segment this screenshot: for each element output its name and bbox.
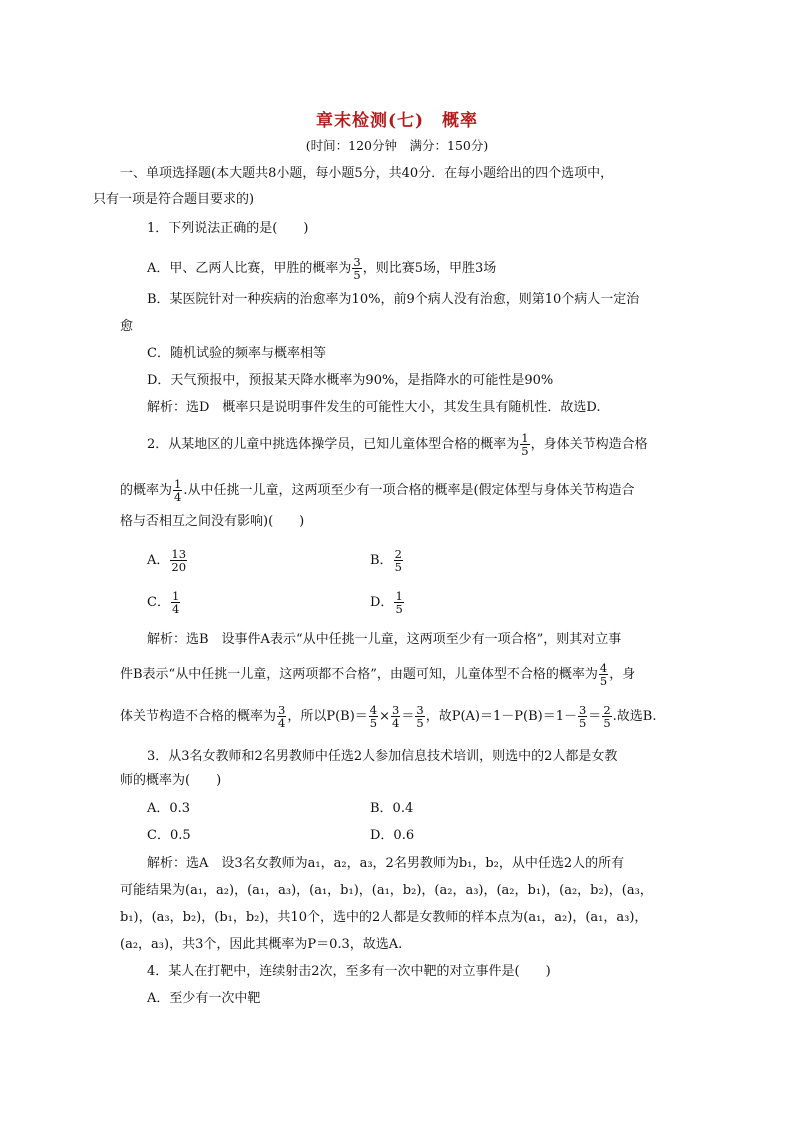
- q2-solution-line3: [120, 704, 656, 729]
- q3-stem-line2: 师的概率为( ): [120, 773, 222, 788]
- q2-sol-text: 体关节构造不合格的概率为: [120, 709, 277, 724]
- q3-solution-line1: 解析：选A 设3名女教师为a₁，a₂，a₃，2名男教师为b₁，b₂，从中任选2人的所有: [147, 856, 625, 871]
- page-title: 章末检测(七) 概率: [315, 111, 479, 131]
- q4-stem: 4．某人在打靶中，连续射击2次，至多有一次中靶的对立事件是( ): [147, 964, 551, 979]
- q1-option-b-line1: B．某医院针对一种疾病的治愈率为10%，前9个病人没有治愈，则第10个病人一定治: [147, 292, 640, 307]
- q2-solution-line1: 解析：选B 设事件A表示“从中任挑一儿童，这两项至少有一项合格”，则其对立事: [147, 632, 622, 647]
- q3-stem-line1: 3．从3名女教师和2名男教师中任选2人参加信息技术培训，则选中的2人都是女教: [147, 749, 618, 764]
- fraction: $\frac{13}{20}$: [171, 547, 187, 574]
- q1-option-d: D．天气预报中，预报某天降水概率为90%，是指降水的可能性是90%: [147, 373, 554, 388]
- q1-stem: 1．下列说法正确的是( ): [147, 221, 309, 236]
- q1-option-a-text-end: ，则比赛5场，甲胜3场: [362, 261, 497, 276]
- q3-solution-line4: (a₂，a₃)，共3个，因此其概率为P＝0.3，故选A.: [120, 937, 403, 952]
- q2-sol-text: ，故P(A)＝1－P(B)＝1－: [425, 709, 577, 724]
- q2-stem-line1: [147, 432, 648, 457]
- q3-option-c: C．0.5: [147, 828, 191, 843]
- q2-option-c: [147, 590, 181, 615]
- fraction: $\frac{2}{5}$: [603, 703, 611, 730]
- q3-solution-line2: 可能结果为(a₁，a₂)，(a₁，a₃)，(a₁，b₁)，(a₁，b₂)，(a₂，a₃)，(a₂，b₁)，(a₂，b₂)，(a₃，: [120, 883, 653, 898]
- q2-solution-line2: [120, 662, 635, 687]
- fraction: $\frac{1}{5}$: [395, 589, 403, 616]
- q1-option-a-text: A．甲、乙两人比赛，甲胜的概率为: [147, 261, 352, 276]
- q2-option-a: [147, 548, 188, 573]
- fraction: $\frac{3}{5}$: [416, 703, 424, 730]
- option-label: A．: [147, 553, 170, 568]
- q4-option-a: A．至少有一次中靶: [147, 991, 261, 1006]
- q2-option-d: [370, 590, 405, 615]
- option-label: C．: [147, 595, 170, 610]
- q3-option-a: A．0.3: [147, 801, 191, 816]
- section-heading-line1: 一、单项选择题(本大题共8小题，每小题5分，共40分．在每小题给出的四个选项中，: [120, 166, 614, 181]
- fraction: $\frac{1}{5}$: [521, 431, 529, 458]
- fraction: $\frac{1}{4}$: [174, 477, 182, 504]
- q2-text: .从中任挑一儿童，这两项至少有一项合格的概率是(假定体型与身体关节构造合: [183, 483, 635, 498]
- option-label: D．: [370, 595, 394, 610]
- q2-sol-text: 件B表示“从中任挑一儿童，这两项都不合格”，由题可知，儿童体型不合格的概率为: [120, 667, 598, 682]
- fraction: $\frac{3}{5}$: [578, 703, 587, 730]
- q2-sol-text: ，身: [609, 667, 636, 682]
- q2-text: 的概率为: [120, 483, 173, 498]
- q2-text: 2．从某地区的儿童中挑选体操学员，已知儿童体型合格的概率为: [147, 437, 520, 452]
- q1-option-b-line2: 愈: [120, 319, 134, 334]
- q2-stem-line2: [120, 478, 635, 503]
- fraction: $\frac{3}{5}$: [353, 255, 361, 282]
- q2-sol-text: ×: [379, 709, 391, 724]
- fraction: $\frac{2}{5}$: [394, 547, 402, 574]
- fraction: $\frac{4}{5}$: [599, 661, 608, 688]
- q2-option-b: [370, 548, 404, 573]
- q2-sol-text: .故选B.: [612, 709, 657, 724]
- fraction: $\frac{4}{5}$: [369, 703, 378, 730]
- fraction: $\frac{3}{4}$: [278, 703, 286, 730]
- q1-solution: 解析：选D 概率只是说明事件发生的可能性大小，其发生具有随机性．故选D.: [147, 400, 601, 415]
- fraction: $\frac{1}{4}$: [171, 589, 180, 616]
- q3-solution-line3: b₁)，(a₃，b₂)，(b₁，b₂)，共10个，选中的2人都是女教师的样本点为(a₁，a₂)，(a₁，a₃)，: [120, 910, 648, 925]
- q2-sol-text: ，所以P(B)＝: [287, 709, 368, 724]
- q2-sol-text: ＝: [401, 709, 415, 724]
- exam-info: (时间：120分钟 满分：150分): [305, 138, 489, 153]
- q2-sol-text: ＝: [588, 709, 602, 724]
- option-label: B．: [370, 553, 393, 568]
- fraction: $\frac{3}{4}$: [392, 703, 400, 730]
- q2-stem-line3: 格与否相互之间没有影响)( ): [120, 514, 305, 529]
- q1-option-a: [147, 256, 496, 281]
- q3-option-b: B．0.4: [370, 801, 414, 816]
- section-heading-line2: 只有一项是符合题目要求的): [93, 192, 255, 207]
- q1-option-c: C．随机试验的频率与概率相等: [147, 346, 326, 361]
- q3-option-d: D．0.6: [370, 828, 415, 843]
- q2-text: ，身体关节构造合格: [530, 437, 648, 452]
